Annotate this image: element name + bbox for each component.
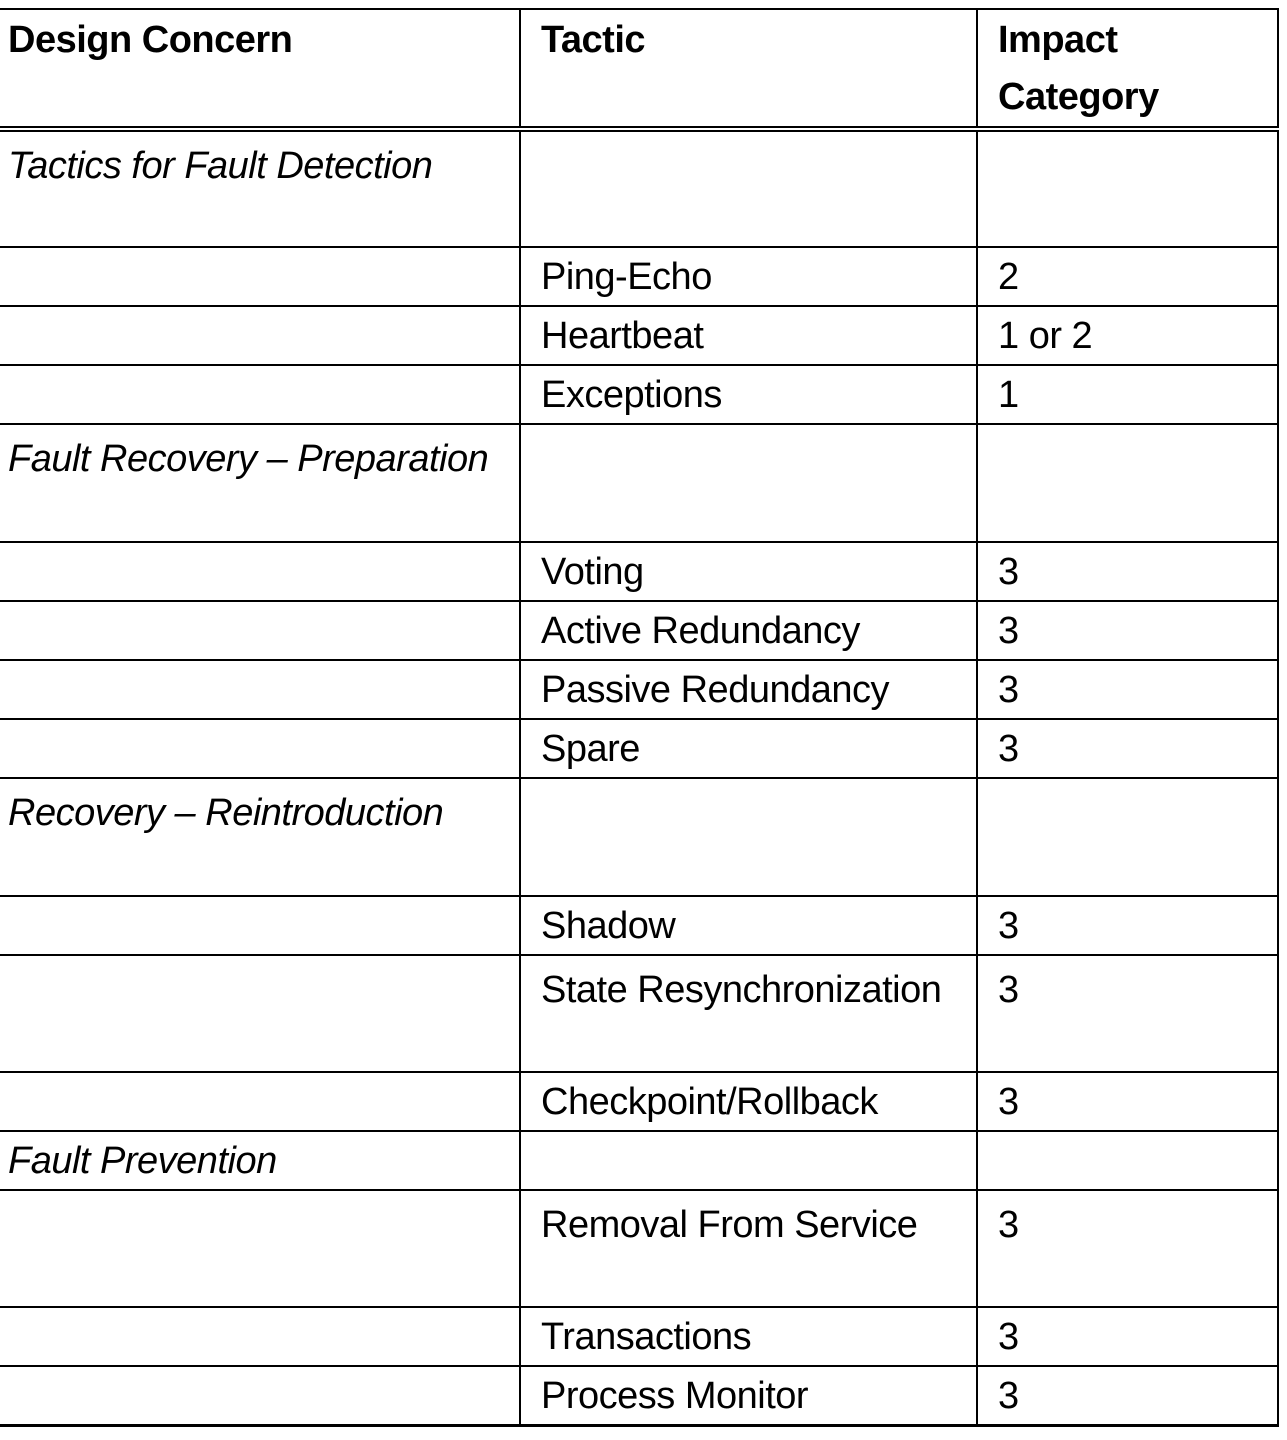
impact-cell [977,1131,1278,1190]
design-concern-cell: Recovery – Reintroduction [0,778,520,896]
impact-cell [977,778,1278,896]
design-concern-cell [0,955,520,1072]
tactic-cell: Shadow [520,896,977,955]
impact-cell: 3 [977,1072,1278,1131]
tactic-cell: Active Redundancy [520,601,977,660]
tactic-cell: Ping-Echo [520,247,977,306]
impact-cell: 3 [977,542,1278,601]
tactic-cell: Exceptions [520,365,977,424]
design-concern-cell [0,542,520,601]
impact-cell [977,424,1278,542]
impact-cell: 1 or 2 [977,306,1278,365]
tactic-cell: Spare [520,719,977,778]
impact-cell: 3 [977,896,1278,955]
tactic-cell [520,424,977,542]
table-row [0,719,1278,778]
design-concern-cell [0,1190,520,1307]
design-concern-cell [0,601,520,660]
design-concern-cell [0,306,520,365]
design-concern-cell [0,365,520,424]
impact-cell [977,129,1278,247]
design-concern-cell [0,1072,520,1131]
header-tactic: Tactic [520,9,977,129]
impact-cell: 3 [977,955,1278,1072]
tactics-impact-table [0,8,1279,1427]
impact-cell: 3 [977,1190,1278,1307]
design-concern-cell [0,660,520,719]
tactic-cell: Passive Redundancy [520,660,977,719]
impact-cell: 3 [977,601,1278,660]
header-row [0,9,1278,129]
tactic-cell: Voting [520,542,977,601]
design-concern-cell [0,719,520,778]
table-row [0,955,1278,1072]
table-row [0,896,1278,955]
table-row [0,1366,1278,1425]
impact-cell: 3 [977,660,1278,719]
table-row [0,1072,1278,1131]
tactic-cell: Process Monitor [520,1366,977,1425]
impact-cell: 2 [977,247,1278,306]
design-concern-cell: Tactics for Fault Detection [0,129,520,247]
table-row [0,542,1278,601]
tactic-cell: Removal From Service [520,1190,977,1307]
table-row [0,601,1278,660]
impact-cell: 3 [977,1366,1278,1425]
impact-cell: 3 [977,719,1278,778]
group-row [0,424,1278,542]
tactic-cell [520,1131,977,1190]
tactic-cell: State Resynchronization [520,955,977,1072]
table-row [0,1190,1278,1307]
tactic-cell [520,129,977,247]
table-row [0,660,1278,719]
design-concern-cell [0,896,520,955]
design-concern-cell [0,1307,520,1366]
design-concern-cell [0,1366,520,1425]
tactic-cell: Transactions [520,1307,977,1366]
design-concern-cell: Fault Prevention [0,1131,520,1190]
table-row [0,247,1278,306]
design-concern-cell [0,247,520,306]
header-design-concern: Design Concern [0,9,520,129]
impact-cell: 1 [977,365,1278,424]
design-concern-cell: Fault Recovery – Preparation [0,424,520,542]
table-row [0,1307,1278,1366]
impact-cell: 3 [977,1307,1278,1366]
group-row [0,129,1278,247]
table-row [0,306,1278,365]
header-impact-category: Impact Category [977,9,1278,129]
tactic-cell: Heartbeat [520,306,977,365]
tactic-cell: Checkpoint/Rollback [520,1072,977,1131]
group-row [0,778,1278,896]
tactic-cell [520,778,977,896]
group-row [0,1131,1278,1190]
table-row [0,365,1278,424]
